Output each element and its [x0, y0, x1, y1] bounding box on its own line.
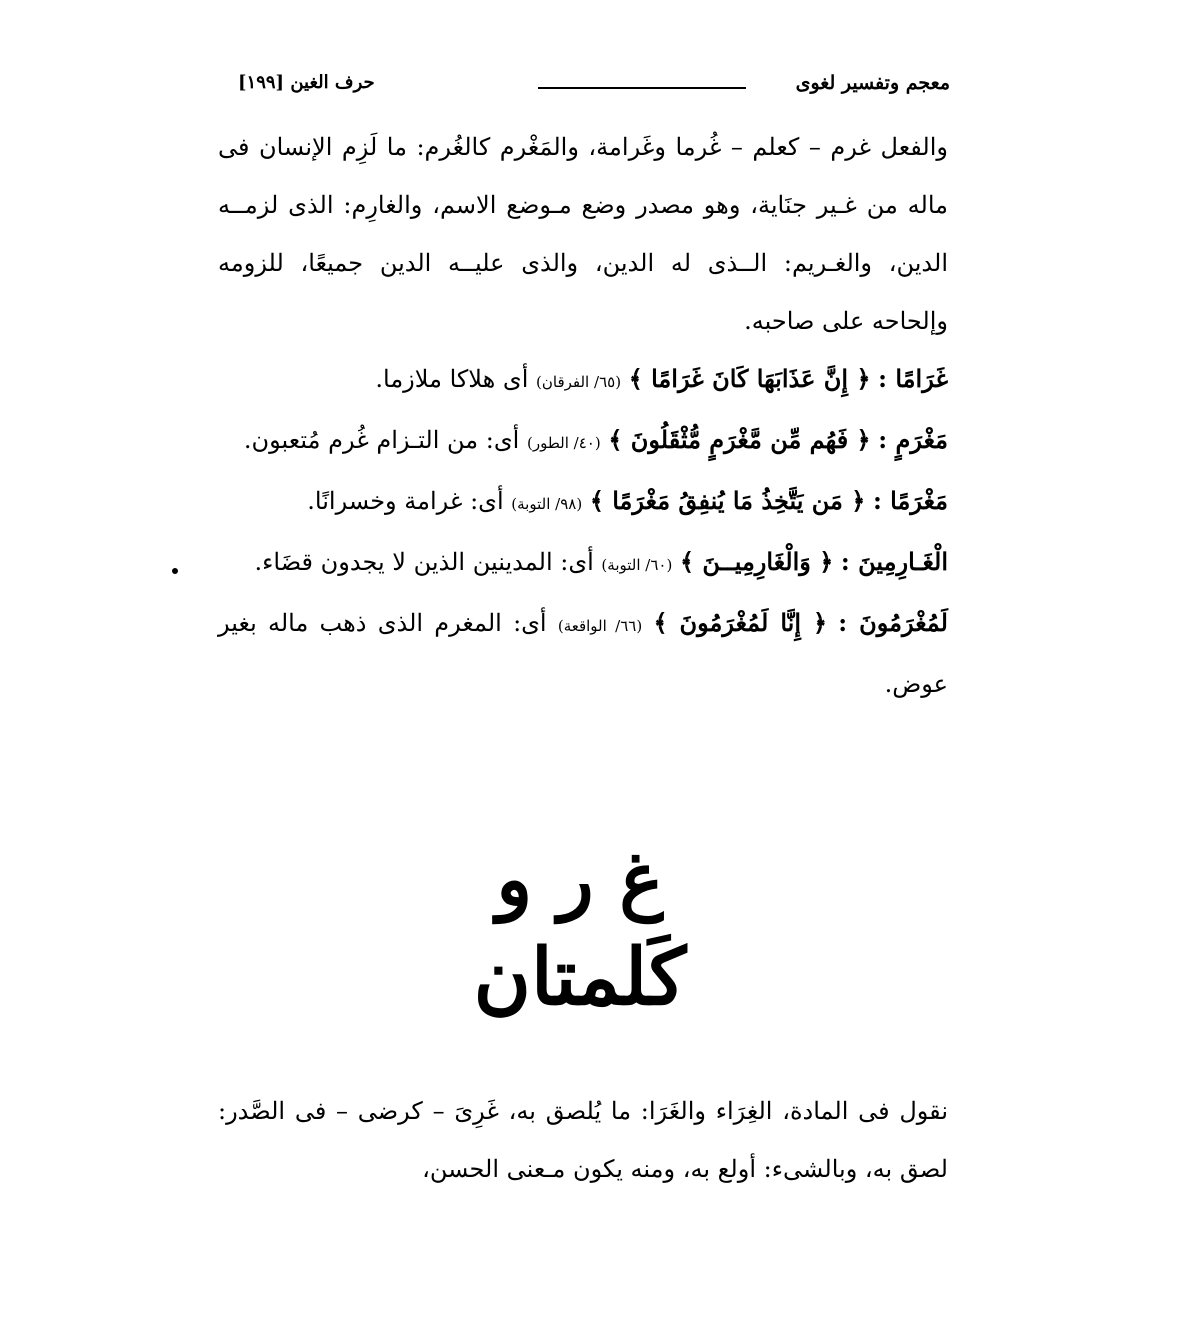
- entry-1: [218, 411, 948, 472]
- intro-paragraph: والفعل غرم – كعلم – غُرما وغَرامة، والمَغْرم كالغُرم: ما لَزِم الإنسان فى ماله من غـير جنَاية، وهو مصدر وضع مـوضع الاسم، والغارِم: الذى لزمــه الدين، والغـريم: الــذى له الدين، والذى عليــه الدين جميعًا، للزومه وإلحاحه على صاحبه.: [218, 133, 948, 335]
- entry-0: [218, 350, 948, 411]
- body-text: [218, 118, 948, 713]
- book-title: معجم وتفسير لغوى: [795, 72, 950, 94]
- entry-gloss: أى: من التـزام غُرم مُتعبون.: [243, 426, 520, 454]
- page-header: [238, 68, 950, 108]
- entry-term: مَغْرَمًا :: [872, 486, 948, 515]
- entry-2: [218, 472, 948, 533]
- entry-4: [218, 594, 948, 713]
- entry-ayah: ﴿ إِنَّ عَذَابَهَا كَانَ غَرَامًا ﴾: [628, 364, 871, 393]
- page-number: [١٩٩]: [238, 72, 285, 93]
- entry-ayah: ﴿ فَهُم مِّن مَّغْرَمٍ مُّثْقَلُونَ ﴾: [608, 425, 871, 454]
- entry-reference: (٦٥/ الفرقان): [536, 373, 622, 391]
- entry-reference: (٤٠/ الطور): [526, 434, 601, 452]
- margin-dot: [172, 568, 178, 574]
- entry-term: لَمُغْرَمُونَ :: [838, 608, 948, 637]
- entry-ayah: ﴿ مَن يَتَّخِذُ مَا يُنفِقُ مَغْرَمًا ﴾: [589, 486, 866, 515]
- entry-term: مَغْرَمٍ :: [878, 425, 948, 454]
- section-heading: [0, 832, 1160, 1028]
- entry-term: غَرَامًا :: [878, 364, 948, 393]
- word-count-label: كَلمتان: [473, 932, 687, 1023]
- entry-reference: (٦٦/ الواقعة): [557, 617, 643, 635]
- entry-term: الْغَـارِمِينَ :: [840, 547, 948, 576]
- section-title: حرف الغين: [290, 72, 375, 93]
- section-page-label: [238, 72, 375, 93]
- entry-ayah: ﴿ وَالْغَارِمِيــنَ ﴾: [679, 547, 834, 576]
- closing-paragraph: نقول فى المادة، الغِرَاء والغَرَا: ما يُلصق به، غَرِىَ – كرضى – فى الصَّدر: لصق به، وبالشىء: أولع به، ومنه يكون مـعنى الحسن،: [218, 1097, 949, 1183]
- root-letters: غ ر و: [496, 837, 664, 923]
- entry-3: [218, 533, 948, 594]
- entry-gloss: أى: المغرم الذى ذهب ماله بغير عوض.: [218, 609, 948, 698]
- body-text-bottom: [218, 1082, 948, 1198]
- entry-gloss: أى هلاكا ملازما.: [375, 365, 529, 393]
- entry-gloss: أى: غرامة وخسرانًا.: [307, 487, 504, 515]
- entry-ayah: ﴿ إِنَّا لَمُغْرَمُونَ ﴾: [653, 608, 828, 637]
- header-rule: [538, 87, 746, 89]
- entry-reference: (٦٠/ التوبة): [601, 556, 673, 574]
- entry-reference: (٩٨/ التوبة): [511, 495, 583, 513]
- entry-gloss: أى: المدينين الذين لا يجدون قضَاء.: [254, 548, 594, 576]
